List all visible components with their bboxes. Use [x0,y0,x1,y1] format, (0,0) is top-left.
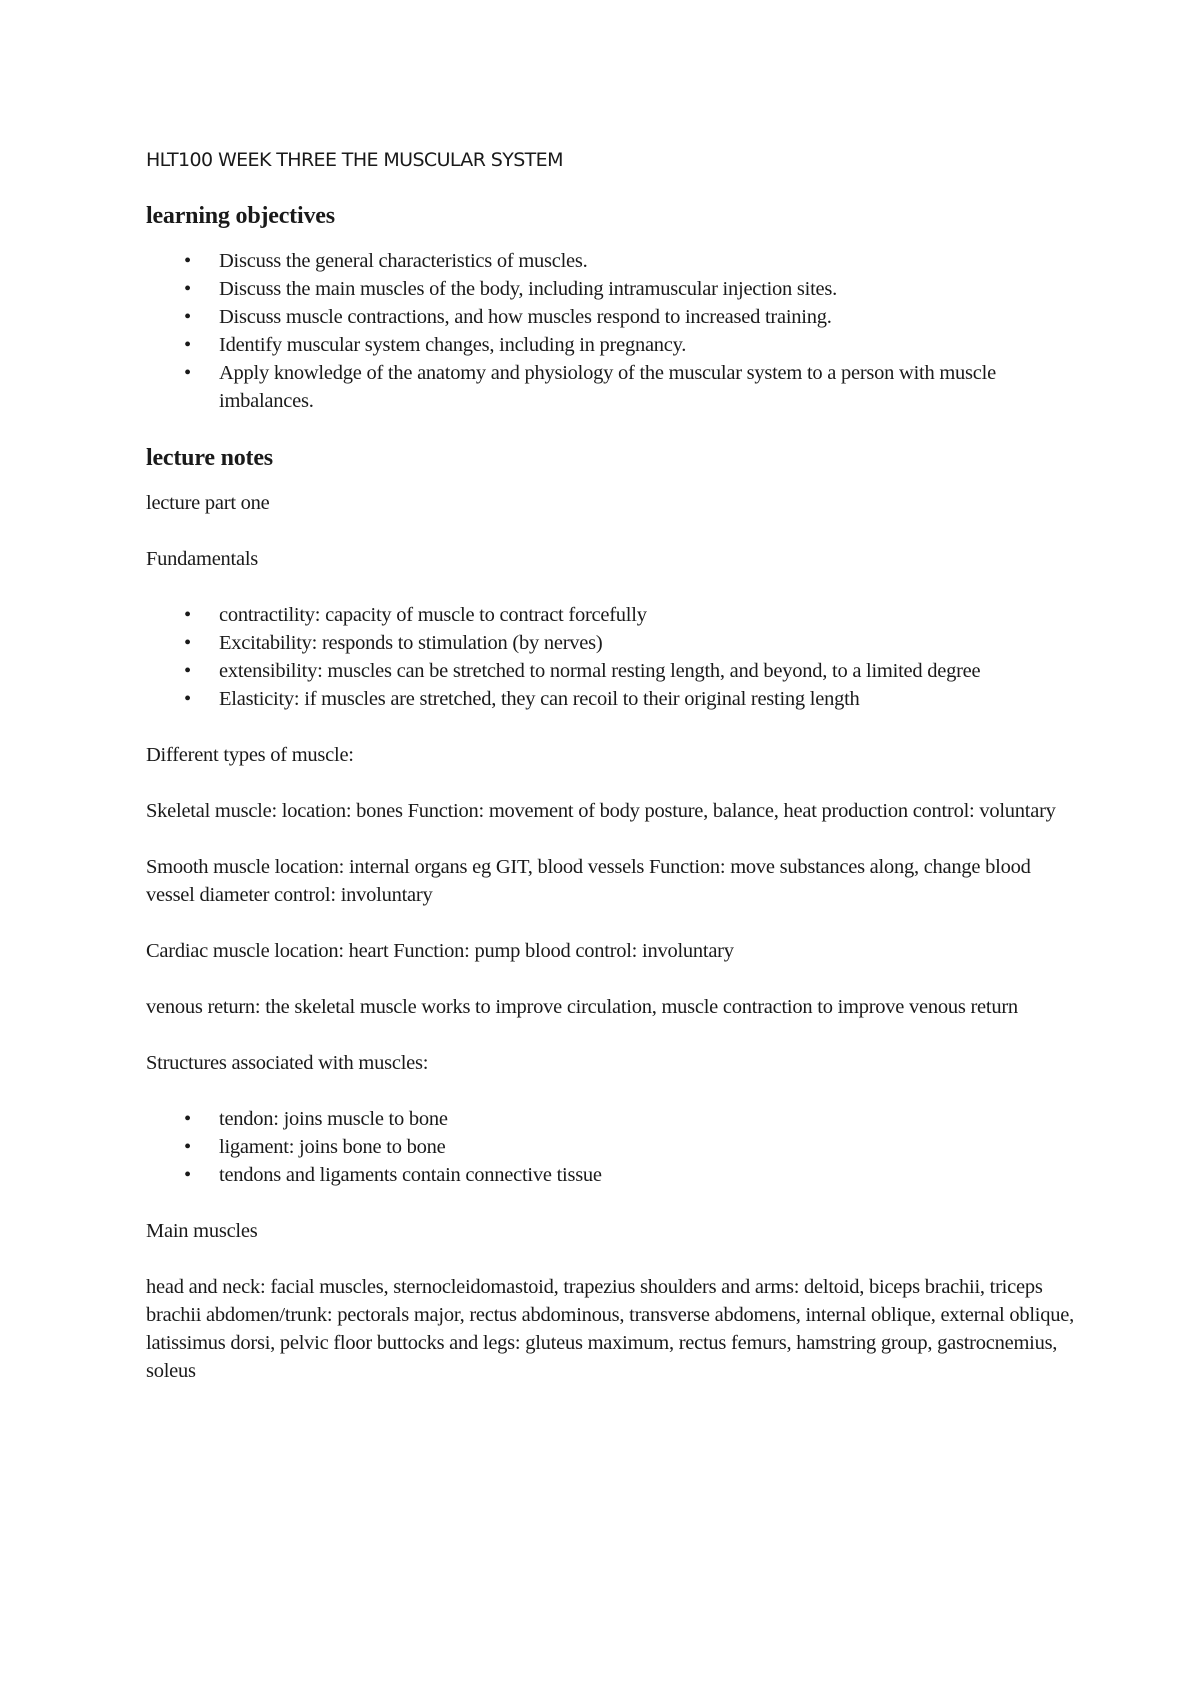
main-muscles-label: Main muscles [146,1220,258,1242]
lecture-part-label: lecture part one [146,492,270,514]
bullet-icon: • [184,250,191,272]
bullet-icon: • [184,660,191,682]
structures-label: Structures associated with muscles: [146,1052,429,1074]
list-item: • contractility: capacity of muscle to contract forcefully [146,601,1076,629]
cardiac-muscle-paragraph: Cardiac muscle location: heart Function: pump blood control: involuntary [146,940,734,962]
list-item: • ligament: joins bone to bone [146,1133,1076,1161]
list-item: • tendon: joins muscle to bone [146,1105,1076,1133]
bullet-icon: • [184,278,191,300]
bullet-icon: • [184,1164,191,1186]
smooth-muscle-paragraph: Smooth muscle location: internal organs eg GIT, blood vessels Function: move substances along, change blood vessel diameter control: involuntary [146,856,1031,906]
learning-objectives-heading: learning objectives [146,203,335,229]
learning-objectives-list [146,247,1076,415]
list-item: • Apply knowledge of the anatomy and physiology of the muscular system to a person with muscle imbalances. [146,359,1076,415]
list-item: • Discuss the general characteristics of muscles. [146,247,1076,275]
bullet-icon: • [184,688,191,710]
lecture-notes-heading: lecture notes [146,445,273,471]
list-item: • Discuss the main muscles of the body, including intramuscular injection sites. [146,275,1076,303]
muscle-types-label: Different types of muscle: [146,744,354,766]
fundamentals-list [146,601,1076,713]
list-item: • Discuss muscle contractions, and how muscles respond to increased training. [146,303,1076,331]
structures-list [146,1105,1076,1189]
bullet-icon: • [184,1108,191,1130]
fundamentals-label: Fundamentals [146,548,259,570]
bullet-icon: • [184,362,191,384]
main-muscles-paragraph: head and neck: facial muscles, sternocleidomastoid, trapezius shoulders and arms: deltoid, biceps brachii, triceps brachii abdomen/trunk: pectorals major, rectus abdominous, transverse abdomens, internal oblique, external oblique, latissimus dorsi, pelvic floor buttocks and legs: gluteus maximum, rectus femurs, hamstring group, gastrocnemius, soleus [146,1276,1074,1382]
skeletal-muscle-paragraph: Skeletal muscle: location: bones Function: movement of body posture, balance, heat production control: voluntary [146,800,1056,822]
bullet-icon: • [184,632,191,654]
bullet-icon: • [184,604,191,626]
list-item: • extensibility: muscles can be stretched to normal resting length, and beyond, to a limited degree [146,657,1076,685]
list-item: • Identify muscular system changes, including in pregnancy. [146,331,1076,359]
document-page [146,146,1076,1413]
venous-return-paragraph: venous return: the skeletal muscle works to improve circulation, muscle contraction to improve venous return [146,996,1018,1018]
bullet-icon: • [184,1136,191,1158]
document-title: HLT100 WEEK THREE THE MUSCULAR SYSTEM [146,149,563,171]
list-item: • Elasticity: if muscles are stretched, they can recoil to their original resting length [146,685,1076,713]
bullet-icon: • [184,306,191,328]
bullet-icon: • [184,334,191,356]
list-item: • tendons and ligaments contain connective tissue [146,1161,1076,1189]
list-item: • Excitability: responds to stimulation (by nerves) [146,629,1076,657]
